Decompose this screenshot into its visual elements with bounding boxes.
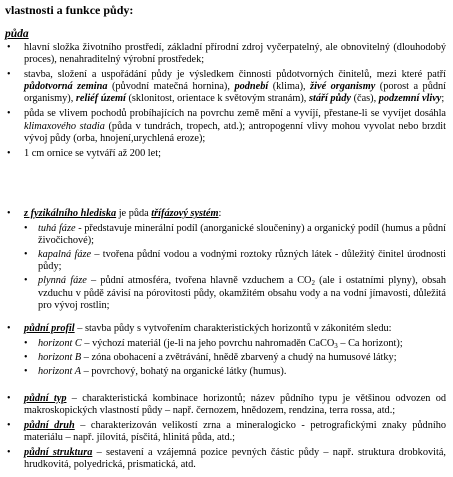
general-properties-list bbox=[0, 42, 450, 163]
sub-list-item bbox=[0, 352, 450, 364]
list-item bbox=[0, 420, 450, 444]
term: půdotvorná zemina bbox=[24, 81, 108, 93]
item-text: – povrchový, bohatý na organické látky (humus). bbox=[81, 366, 287, 378]
term: klimaxového stadia bbox=[24, 120, 105, 132]
soil-classification-list bbox=[0, 393, 450, 475]
item-text: (půda v tundrách, tropech, atd.); antropogenní vlivy mohou vyvolat nebo brzdit vývoj půdy (orba, hnojení,urychlená eroze); bbox=[24, 120, 447, 144]
term: živé organismy bbox=[310, 81, 376, 93]
section-heading: půda bbox=[5, 28, 29, 40]
item-text: – sestavení a vzájemná pozice pevných částic půdy – např. struktura drobkovitá, hrudkovitá, polyedrická, prismatická, atd. bbox=[24, 447, 446, 471]
item-text: : bbox=[218, 208, 222, 219]
list-item bbox=[0, 148, 450, 160]
term: půdní druh bbox=[24, 420, 75, 432]
item-text: – výchozí materiál (je-li na jeho povrchu nahromaděn CaCO bbox=[81, 338, 335, 350]
sub-list-item bbox=[0, 338, 450, 350]
bullet-icon: • bbox=[7, 447, 11, 459]
term: z fyzikálního hlediska bbox=[24, 208, 117, 219]
term: půdní profil bbox=[24, 323, 75, 334]
item-text: – charakterizován velikostí zrna a mineralogicko - petrografickými znaky půdního materiálu – např. jílovitá, písčitá, hlinitá půda, atd.; bbox=[24, 420, 446, 444]
sub-list-item bbox=[0, 249, 450, 273]
term: stáří půdy bbox=[308, 93, 352, 105]
term: horizont B bbox=[38, 352, 82, 364]
sub-list-item bbox=[0, 366, 450, 378]
term: horizont A bbox=[38, 366, 82, 378]
item-text: (klima), bbox=[268, 81, 311, 93]
term: horizont C bbox=[38, 338, 82, 350]
sub-list-item bbox=[0, 223, 450, 247]
item-text: je půda bbox=[116, 208, 152, 219]
item-text: – charakteristická kombinace horizontů; název půdního typu je většinou odvozen od makroskopických vlastností půdy – např. černozem, hnědozem, rendzina, terra rossa, atd.; bbox=[24, 393, 446, 417]
item-text: – Ca horizont); bbox=[337, 338, 403, 350]
item-text: půda se vlivem pochodů probíhajících na povrchu země mění a vyvíjí, přestane-li se vyvíjet dosáhla bbox=[24, 108, 446, 120]
term: půdní typ bbox=[24, 393, 67, 404]
term: podnebí bbox=[234, 81, 269, 93]
bullet-icon: • bbox=[7, 69, 11, 81]
list-item bbox=[0, 42, 450, 66]
item-text: (původní matečná hornina), bbox=[107, 81, 235, 93]
bullet-icon: • bbox=[24, 223, 28, 235]
bullet-icon: • bbox=[7, 42, 11, 53]
list-item bbox=[0, 69, 450, 105]
list-item bbox=[0, 108, 450, 144]
item-text: – tvořena půdní vodou a vodnými roztoky různých látek - důležitý činitel úrodnosti půdy; bbox=[38, 249, 446, 273]
list-item bbox=[0, 447, 450, 471]
bullet-icon: • bbox=[24, 338, 28, 350]
item-text: ; bbox=[441, 93, 445, 105]
list-item bbox=[0, 208, 450, 220]
bullet-icon: • bbox=[24, 352, 28, 364]
term: podzemní vlivy bbox=[378, 93, 442, 105]
term: půdní struktura bbox=[24, 447, 93, 459]
item-text: (sklonitost, orientace k světovým stranám), bbox=[125, 93, 309, 105]
item-text: – zóna obohacení a zvětrávání, hnědě zbarvený a chudý na humusové látky; bbox=[81, 352, 397, 364]
bullet-icon: • bbox=[24, 249, 28, 261]
bullet-icon: • bbox=[7, 393, 11, 404]
item-text: - představuje minerální podíl (anorganické sloučeniny) a organický podíl (humus a půdní živočichové); bbox=[38, 223, 446, 247]
subscript: 2 bbox=[311, 279, 315, 288]
term: plynná fáze bbox=[38, 275, 87, 287]
bullet-icon: • bbox=[24, 275, 28, 287]
item-text: (ale i ostatními plyny), obsah vzduchu v půdě závisí na pórovitosti půdy, okamžitém obsahu vody a na vodní jímavosti, důležitá pro vývoj rostlin; bbox=[38, 275, 446, 311]
physical-phases-list bbox=[0, 208, 450, 314]
bullet-icon: • bbox=[7, 108, 11, 120]
bullet-icon: • bbox=[7, 323, 11, 334]
sub-list-item bbox=[0, 275, 450, 311]
bullet-icon: • bbox=[7, 420, 11, 432]
item-text: hlavní složka životního prostředí, základní přírodní zdroj vyčerpatelný, ale obnovitelný (dlouhodobý proces), nenahraditelný výrobní prostředek; bbox=[24, 42, 446, 66]
bullet-icon: • bbox=[7, 147, 11, 159]
term: reliéf území bbox=[75, 93, 126, 105]
subscript: 3 bbox=[334, 342, 338, 351]
term: tuhá fáze bbox=[38, 223, 76, 235]
term: kapalná fáze bbox=[38, 249, 92, 261]
soil-profile-list bbox=[0, 323, 450, 380]
item-text: (čas), bbox=[351, 93, 379, 105]
bullet-icon: • bbox=[7, 208, 11, 219]
list-item bbox=[0, 393, 450, 417]
item-text: – půdní atmosféra, tvořena hlavně vzduchem a CO bbox=[86, 275, 312, 287]
list-item bbox=[0, 323, 450, 335]
item-text: – stavba půdy s vytvořením charakteristických horizontů v zákonitém sledu: bbox=[74, 323, 392, 334]
item-text: (porost a půdní organismy), bbox=[24, 81, 447, 105]
item-text: stavba, složení a uspořádání půdy je výsledkem činnosti půdotvorných činitelů, mezi které patří bbox=[24, 69, 446, 81]
item-text: 1 cm ornice se vytváří až 200 let; bbox=[24, 147, 161, 159]
document-title: vlastnosti a funkce půdy: bbox=[5, 3, 134, 17]
term: třífázový systém bbox=[151, 208, 219, 219]
bullet-icon: • bbox=[24, 366, 28, 378]
